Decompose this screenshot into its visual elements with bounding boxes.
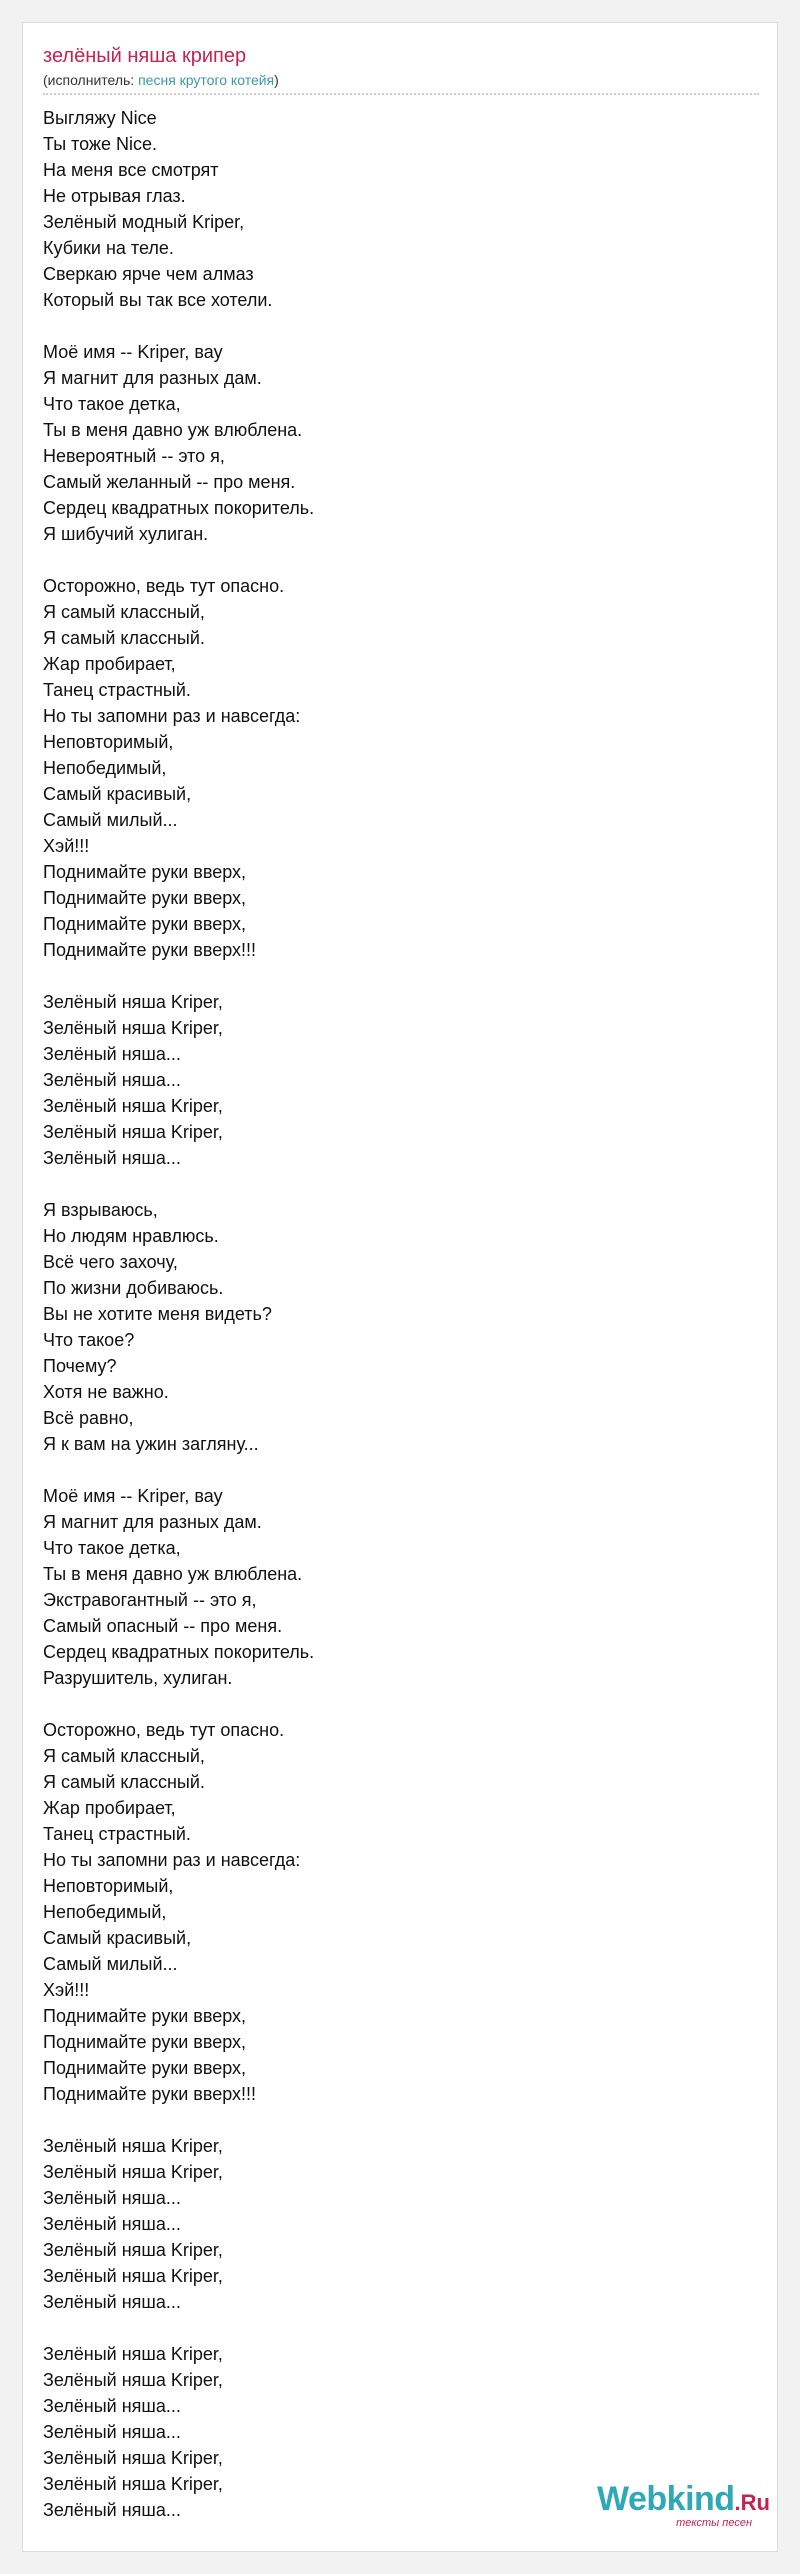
lyric-line: Зелёный няша... xyxy=(43,1148,181,1168)
lyric-line: Зелёный няша Kriper, xyxy=(43,2474,223,2494)
lyric-line: Экстравогантный -- это я, xyxy=(43,1590,257,1610)
lyric-line: Зелёный няша... xyxy=(43,2188,181,2208)
lyric-line: Танец страстный. xyxy=(43,1824,191,1844)
lyric-line: Зелёный няша Kriper, xyxy=(43,2370,223,2390)
lyric-line: Зелёный няша Kriper, xyxy=(43,2240,223,2260)
lyric-line: Зелёный няша Kriper, xyxy=(43,1122,223,1142)
lyrics-body xyxy=(43,105,743,2549)
lyrics-stanza xyxy=(43,573,743,963)
lyric-line: Который вы так все хотели. xyxy=(43,290,273,310)
lyric-line: Жар пробирает, xyxy=(43,654,176,674)
lyrics-stanza xyxy=(43,1483,743,1691)
lyric-line: Осторожно, ведь тут опасно. xyxy=(43,1720,285,1740)
lyric-line: Зелёный няша Kriper, xyxy=(43,2136,223,2156)
lyric-line: Я магнит для разных дам. xyxy=(43,1512,262,1532)
lyric-line: Не отрывая глаз. xyxy=(43,186,186,206)
lyric-line: Вы не хотите меня видеть? xyxy=(43,1304,272,1324)
lyric-line: Моё имя -- Kriper, вау xyxy=(43,342,223,362)
lyric-line: Поднимайте руки вверх, xyxy=(43,2058,247,2078)
lyric-line: Самый желанный -- про меня. xyxy=(43,472,296,492)
lyric-line: Я самый классный. xyxy=(43,628,205,648)
lyric-line: Непобедимый, xyxy=(43,1902,167,1922)
lyric-line: Я магнит для разных дам. xyxy=(43,368,262,388)
lyrics-stanza xyxy=(43,105,743,313)
site-logo[interactable] xyxy=(597,2482,770,2529)
lyric-line: Зелёный няша... xyxy=(43,1070,181,1090)
lyric-line: Сердец квадратных покоритель. xyxy=(43,1642,315,1662)
lyric-line: На меня все смотрят xyxy=(43,160,219,180)
lyric-line: Но ты запомни раз и навсегда: xyxy=(43,1850,301,1870)
lyric-line: Ты тоже Nice. xyxy=(43,134,158,154)
lyrics-stanza xyxy=(43,989,743,1171)
lyric-line: Но ты запомни раз и навсегда: xyxy=(43,706,301,726)
lyric-line: Самый милый... xyxy=(43,1954,178,1974)
lyrics-card xyxy=(22,22,778,2552)
lyric-line: Поднимайте руки вверх, xyxy=(43,862,247,882)
lyric-line: Я к вам на ужин загляну... xyxy=(43,1434,259,1454)
lyric-line: Разрушитель, хулиган. xyxy=(43,1668,233,1688)
lyric-line: Неповторимый, xyxy=(43,1876,174,1896)
lyric-line: Я шибучий хулиган. xyxy=(43,524,209,544)
lyric-line: Я самый классный. xyxy=(43,1772,205,1792)
lyric-line: Ты в меня давно уж влюблена. xyxy=(43,420,303,440)
lyric-line: Зелёный няша... xyxy=(43,2500,181,2520)
lyric-line: Ты в меня давно уж влюблена. xyxy=(43,1564,303,1584)
lyric-line: Кубики на теле. xyxy=(43,238,174,258)
artist-prefix: (исполнитель: xyxy=(43,72,139,88)
lyric-line: Зелёный няша Kriper, xyxy=(43,1096,223,1116)
lyric-line: Самый милый... xyxy=(43,810,178,830)
lyric-line: Самый красивый, xyxy=(43,784,192,804)
lyric-line: Неповторимый, xyxy=(43,732,174,752)
title-divider xyxy=(43,93,759,95)
lyric-line: Зелёный няша Kriper, xyxy=(43,2162,223,2182)
lyric-line: Сердец квадратных покоритель. xyxy=(43,498,315,518)
lyric-line: Зелёный няша... xyxy=(43,2292,181,2312)
lyric-line: Я самый классный, xyxy=(43,1746,205,1766)
lyric-line: Хэй!!! xyxy=(43,836,90,856)
lyric-line: Я взрываюсь, xyxy=(43,1200,158,1220)
lyric-line: Всё чего захочу, xyxy=(43,1252,178,1272)
lyric-line: Почему? xyxy=(43,1356,117,1376)
lyric-line: Поднимайте руки вверх!!! xyxy=(43,2084,257,2104)
logo-tld: .Ru xyxy=(734,2490,770,2515)
lyric-line: Я самый классный, xyxy=(43,602,205,622)
lyrics-stanza xyxy=(43,339,743,547)
lyric-line: Зелёный няша Kriper, xyxy=(43,992,223,1012)
lyric-line: Зелёный няша... xyxy=(43,2396,181,2416)
lyric-line: По жизни добиваюсь. xyxy=(43,1278,224,1298)
lyric-line: Сверкаю ярче чем алмаз xyxy=(43,264,254,284)
lyrics-stanza xyxy=(43,1717,743,2107)
lyric-line: Поднимайте руки вверх, xyxy=(43,914,247,934)
lyric-line: Самый опасный -- про меня. xyxy=(43,1616,283,1636)
lyric-line: Поднимайте руки вверх!!! xyxy=(43,940,257,960)
lyric-line: Что такое? xyxy=(43,1330,135,1350)
song-title: зелёный няша крипер xyxy=(43,45,247,67)
logo-tagline: тексты песен xyxy=(676,2517,752,2529)
lyric-line: Зелёный няша... xyxy=(43,1044,181,1064)
lyric-line: Зелёный модный Kriper, xyxy=(43,212,245,232)
lyric-line: Всё равно, xyxy=(43,1408,134,1428)
lyric-line: Поднимайте руки вверх, xyxy=(43,2032,247,2052)
lyric-line: Зелёный няша Kriper, xyxy=(43,1018,223,1038)
lyric-line: Выгляжу Nice xyxy=(43,108,157,128)
lyrics-stanza xyxy=(43,2133,743,2315)
artist-link[interactable]: песня крутого котейя xyxy=(138,72,275,88)
logo-wordmark: Webkind xyxy=(597,2480,735,2518)
lyric-line: Поднимайте руки вверх, xyxy=(43,2006,247,2026)
lyric-line: Непобедимый, xyxy=(43,758,167,778)
lyric-line: Хотя не важно. xyxy=(43,1382,169,1402)
lyric-line: Зелёный няша... xyxy=(43,2214,181,2234)
lyric-line: Что такое детка, xyxy=(43,394,181,414)
lyric-line: Что такое детка, xyxy=(43,1538,181,1558)
lyric-line: Зелёный няша... xyxy=(43,2422,181,2442)
lyric-line: Зелёный няша Kriper, xyxy=(43,2266,223,2286)
lyric-line: Самый красивый, xyxy=(43,1928,192,1948)
lyric-line: Осторожно, ведь тут опасно. xyxy=(43,576,285,596)
lyric-line: Жар пробирает, xyxy=(43,1798,176,1818)
lyric-line: Зелёный няша Kriper, xyxy=(43,2344,223,2364)
lyrics-stanza xyxy=(43,1197,743,1457)
lyric-line: Хэй!!! xyxy=(43,1980,90,2000)
artist-suffix: ) xyxy=(274,72,279,88)
lyric-line: Но людям нравлюсь. xyxy=(43,1226,219,1246)
lyric-line: Танец страстный. xyxy=(43,680,191,700)
lyric-line: Невероятный -- это я, xyxy=(43,446,225,466)
artist-line xyxy=(43,71,279,89)
lyric-line: Поднимайте руки вверх, xyxy=(43,888,247,908)
lyric-line: Моё имя -- Kriper, вау xyxy=(43,1486,223,1506)
lyric-line: Зелёный няша Kriper, xyxy=(43,2448,223,2468)
